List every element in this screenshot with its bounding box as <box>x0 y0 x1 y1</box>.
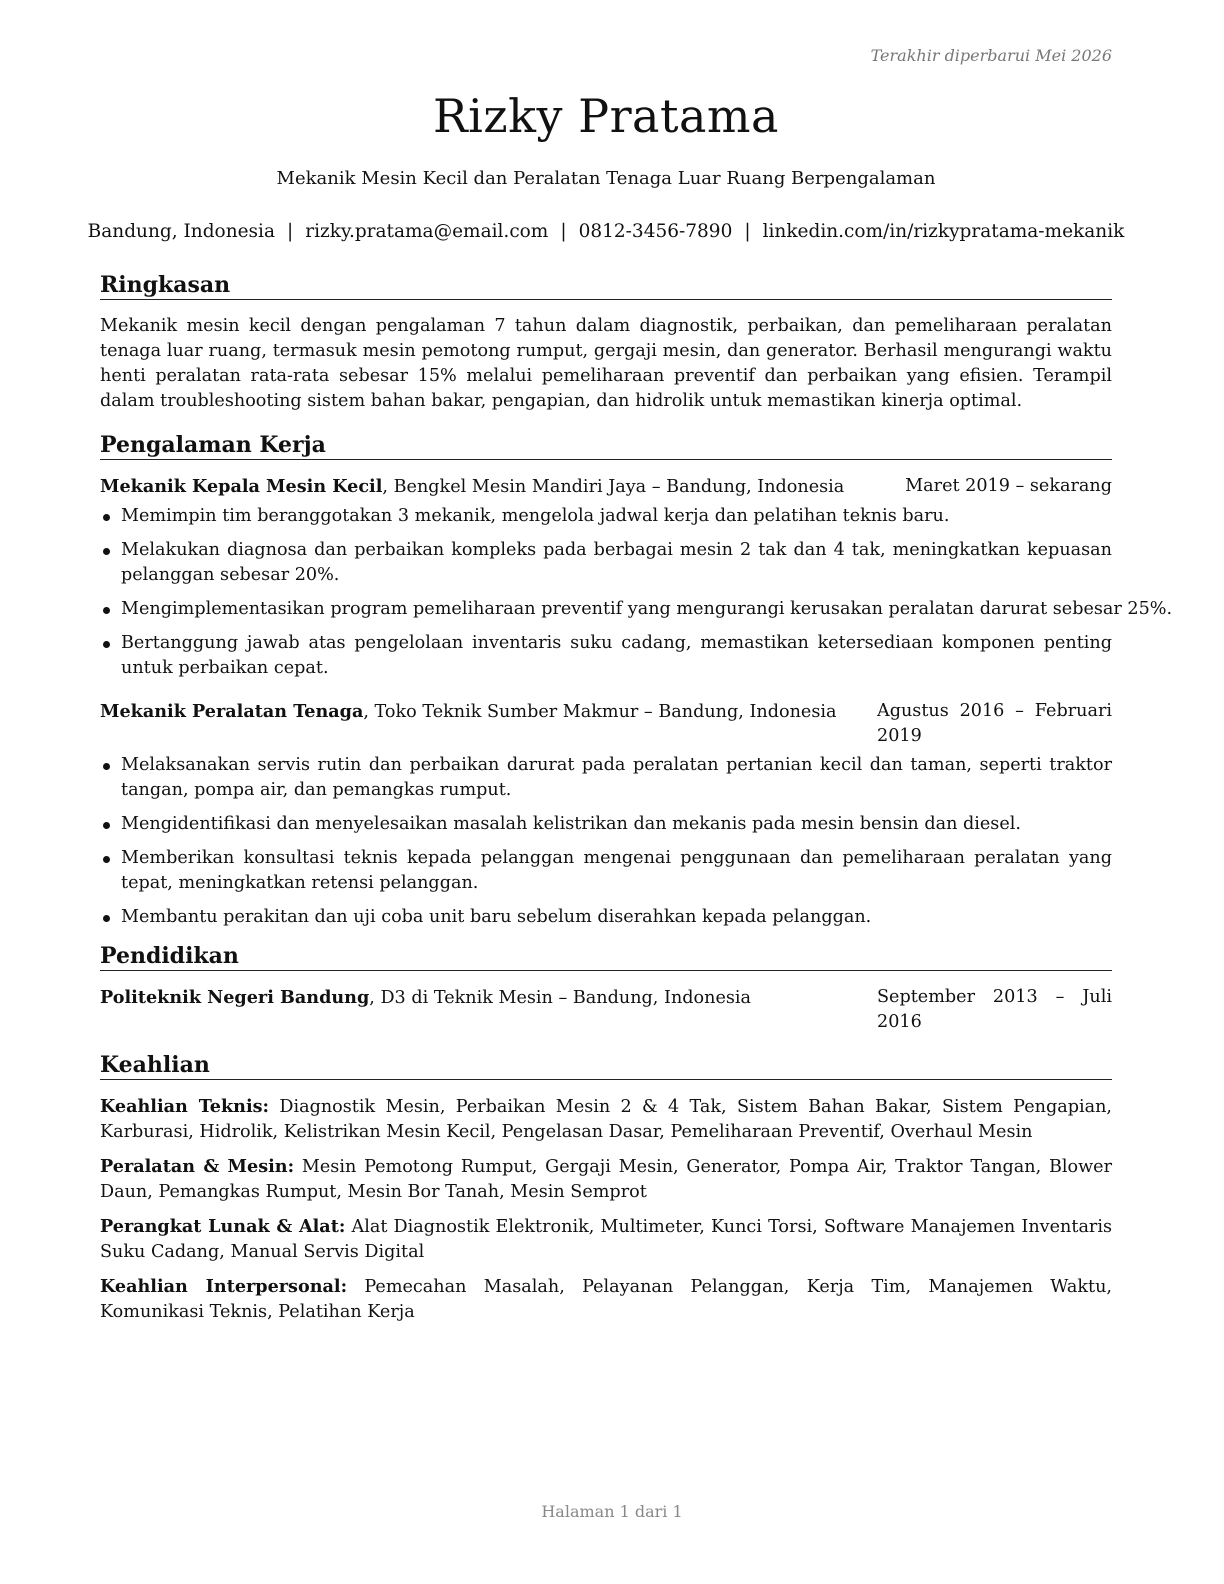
bullet-icon <box>103 763 110 770</box>
list-item: Mengidentifikasi dan menyelesaikan masalah kelistrikan dan mekanis pada mesin bensin dan diesel. <box>100 812 1112 837</box>
summary-text: Mekanik mesin kecil dengan pengalaman 7 tahun dalam diagnostik, perbaikan, dan pemeliharaan peralatan tenaga luar ruang, termasuk mesin pemotong rumput, gergaji mesin, dan generator. Berhasil mengurangi waktu henti peralatan rata-rata sebesar 15% melalui pemeliharaan preventif dan perbaikan yang efisien. Terampil dalam troubleshooting sistem bahan bakar, pengapian, dan hidrolik untuk memastikan kinerja optimal. <box>100 316 1112 411</box>
job-title: Mekanik Kepala Mesin Kecil <box>100 476 383 497</box>
job-entry <box>100 474 1173 681</box>
education-section <box>100 942 1112 1035</box>
section-heading-skills: Keahlian <box>100 1051 1112 1080</box>
job-dates: Maret 2019 – sekarang <box>905 476 1112 496</box>
job-entry <box>100 699 1112 930</box>
list-item: Melaksanakan servis rutin dan perbaikan darurat pada peralatan pertanian kecil dan taman, seperti traktor tangan, pompa air, dan pemangkas rumput. <box>100 753 1112 803</box>
job-dates: Agustus 2016 – Februari 2019 <box>877 701 1112 746</box>
contact-line <box>80 220 1132 244</box>
contact-linkedin[interactable]: linkedin.com/in/rizkypratama-mekanik <box>762 221 1125 242</box>
school-name: Politeknik Negeri Bandung <box>100 987 370 1008</box>
contact-location: Bandung, Indonesia <box>87 221 275 242</box>
section-heading-education: Pendidikan <box>100 942 1112 971</box>
skill-label: Keahlian Teknis: <box>100 1096 270 1117</box>
contact-separator: | <box>287 221 294 242</box>
job-title-line <box>100 474 844 500</box>
section-heading-experience: Pengalaman Kerja <box>100 431 1112 460</box>
skill-group <box>100 1154 1112 1205</box>
skill-label: Peralatan & Mesin: <box>100 1156 295 1177</box>
job-bullets <box>100 504 1173 681</box>
summary-section <box>100 271 1112 414</box>
bullet-icon <box>103 514 110 521</box>
list-item: Mengimplementasikan program pemeliharaan preventif yang mengurangi kerusakan peralatan darurat sebesar 25%. <box>100 597 1112 622</box>
job-org: , Toko Teknik Sumber Makmur – Bandung, Indonesia <box>363 702 837 722</box>
skill-values: Diagnostik Mesin, Perbaikan Mesin 2 & 4 Tak, Sistem Bahan Bakar, Sistem Pengapian, Karburasi, Hidrolik, Kelistrikan Mesin Kecil, Pengelasan Dasar, Pemeliharaan Preventif, Overhaul Mesin <box>100 1097 1112 1142</box>
skill-values: Mesin Pemotong Rumput, Gergaji Mesin, Generator, Pompa Air, Traktor Tangan, Blower Daun, Pemangkas Rumput, Mesin Bor Tanah, Mesin Semprot <box>100 1157 1113 1202</box>
skill-values: Alat Diagnostik Elektronik, Multimeter, Kunci Torsi, Software Manajemen Inventaris Suku Cadang, Manual Servis Digital <box>100 1217 1112 1262</box>
bullet-icon <box>103 915 110 922</box>
list-item: Memberikan konsultasi teknis kepada pelanggan mengenai penggunaan dan pemeliharaan peralatan yang tepat, meningkatkan retensi pelanggan. <box>100 846 1112 896</box>
page-number: Halaman 1 dari 1 <box>541 1502 683 1521</box>
skill-group <box>100 1214 1112 1265</box>
bullet-icon <box>103 641 110 648</box>
skills-list <box>100 1094 1112 1325</box>
list-item: Melakukan diagnosa dan perbaikan kompleks pada berbagai mesin 2 tak dan 4 tak, meningkatkan kepuasan pelanggan sebesar 20%. <box>100 538 1112 588</box>
job-header <box>100 699 1112 749</box>
bullet-icon <box>103 548 110 555</box>
candidate-name: Rizky Pratama <box>433 89 779 143</box>
education-line <box>100 985 751 1011</box>
list-item: Membantu perakitan dan uji coba unit baru sebelum diserahkan kepada pelanggan. <box>100 905 1112 930</box>
job-org: , Bengkel Mesin Mandiri Jaya – Bandung, Indonesia <box>382 477 845 497</box>
contact-separator: | <box>560 221 567 242</box>
job-title: Mekanik Peralatan Tenaga <box>100 701 364 722</box>
last-updated-note: Terakhir diperbarui Mei 2026 <box>870 46 1112 65</box>
contact-phone: 0812-3456-7890 <box>578 221 733 242</box>
experience-section <box>100 431 1173 939</box>
contact-email[interactable]: rizky.pratama@email.com <box>305 221 549 242</box>
headline: Mekanik Mesin Kecil dan Peralatan Tenaga Luar Ruang Berpengalaman <box>276 168 936 189</box>
skill-group <box>100 1094 1112 1145</box>
bullet-icon <box>103 822 110 829</box>
job-header <box>100 474 1112 500</box>
skills-section <box>100 1051 1112 1334</box>
education-dates: September 2013 – Juli 2016 <box>877 987 1112 1032</box>
skill-group <box>100 1274 1112 1325</box>
skill-label: Perangkat Lunak & Alat: <box>100 1216 346 1237</box>
list-item: Memimpin tim beranggotakan 3 mekanik, mengelola jadwal kerja dan pelatihan teknis baru. <box>100 504 1112 529</box>
education-detail: , D3 di Teknik Mesin – Bandung, Indonesia <box>369 988 752 1008</box>
contact-separator: | <box>744 221 751 242</box>
education-entry <box>100 985 1112 1035</box>
section-heading-summary: Ringkasan <box>100 271 1112 300</box>
skill-label: Keahlian Interpersonal: <box>100 1276 348 1297</box>
skill-values: Pemecahan Masalah, Pelayanan Pelanggan, Kerja Tim, Manajemen Waktu, Komunikasi Teknis, Pelatihan Kerja <box>100 1277 1112 1322</box>
bullet-icon <box>103 607 110 614</box>
list-item: Bertanggung jawab atas pengelolaan inventaris suku cadang, memastikan ketersediaan komponen penting untuk perbaikan cepat. <box>100 631 1112 681</box>
job-title-line <box>100 699 836 725</box>
job-bullets <box>100 753 1112 930</box>
bullet-icon <box>103 856 110 863</box>
